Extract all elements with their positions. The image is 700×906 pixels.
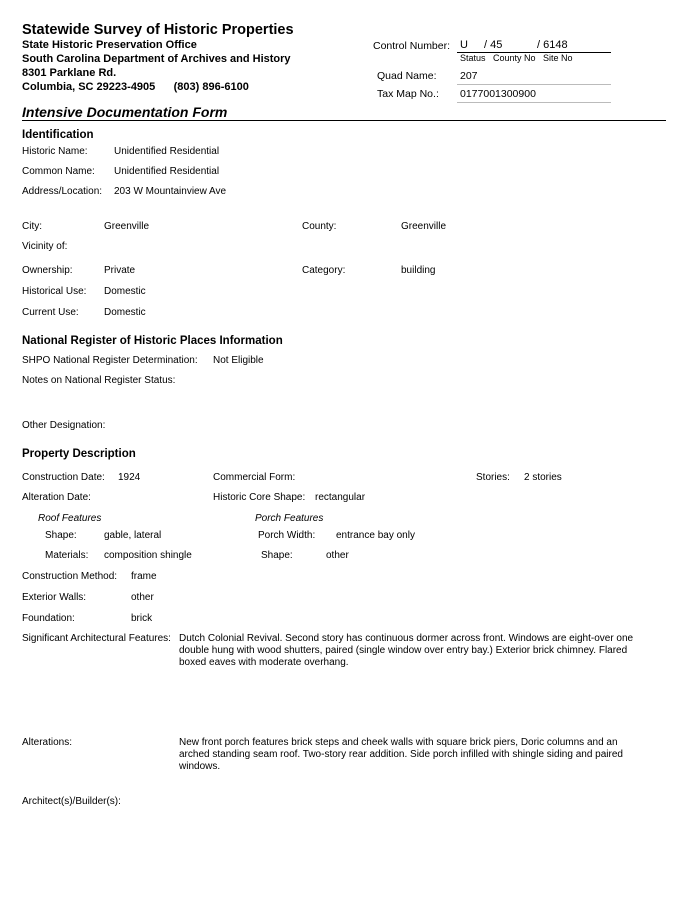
porch-width-label: Porch Width:: [258, 530, 316, 541]
county-value: Greenville: [401, 221, 447, 232]
exterior-walls-label: Exterior Walls:: [22, 592, 87, 603]
foundation-value: brick: [131, 613, 153, 624]
roof-materials-label: Materials:: [45, 550, 89, 561]
office-line-2: South Carolina Department of Archives and History: [22, 53, 291, 65]
header-divider: [22, 120, 666, 121]
roof-shape-label: Shape:: [45, 530, 77, 541]
significant-features-label: Significant Architectural Features:: [22, 633, 171, 644]
core-shape-label: Historic Core Shape:: [213, 492, 306, 503]
common-name-label: Common Name:: [22, 166, 95, 177]
commercial-form-label: Commercial Form:: [213, 472, 296, 483]
core-shape-value: rectangular: [315, 492, 366, 503]
quad-name-underline: [457, 84, 611, 85]
historical-use-label: Historical Use:: [22, 286, 87, 297]
form-title: Intensive Documentation Form: [22, 104, 228, 120]
roof-materials-value: composition shingle: [104, 550, 192, 561]
current-use-label: Current Use:: [22, 307, 79, 318]
stories-value: 2 stories: [524, 472, 562, 483]
other-designation-label: Other Designation:: [22, 420, 106, 431]
current-use-value: Domestic: [104, 307, 146, 318]
control-county-value: / 45: [484, 39, 503, 51]
construction-method-value: frame: [131, 571, 157, 582]
city-label: City:: [22, 221, 42, 232]
category-value: building: [401, 265, 436, 276]
vicinity-label: Vicinity of:: [22, 241, 68, 252]
roof-shape-value: gable, lateral: [104, 530, 162, 541]
control-site-value: / 6148: [537, 39, 568, 51]
property-description-heading: Property Description: [22, 448, 136, 460]
office-line-3: 8301 Parklane Rd.: [22, 67, 117, 79]
quad-name-value: 207: [460, 70, 478, 82]
alterations-value: New front porch features brick steps and cheek walls with square brick piers, Doric columns and an arched standing seam roof. Two-story rear addition. Side porch infilled with shingle siding and paired windows.: [179, 737, 623, 772]
historic-name-value: Unidentified Residential: [114, 146, 220, 157]
shpo-determination-label: SHPO National Register Determination:: [22, 355, 198, 366]
control-status-value: U: [460, 39, 468, 51]
address-value: 203 W Mountainview Ave: [114, 186, 227, 197]
national-register-heading: National Register of Historic Places Information: [22, 335, 283, 347]
ownership-label: Ownership:: [22, 265, 73, 276]
porch-shape-label: Shape:: [261, 550, 293, 561]
alterations-label: Alterations:: [22, 737, 73, 748]
historic-name-label: Historic Name:: [22, 146, 88, 157]
common-name-value: Unidentified Residential: [114, 166, 220, 177]
historical-use-value: Domestic: [104, 286, 146, 297]
significant-features-value: Dutch Colonial Revival. Second story has continuous dormer across front. Windows are eight-over one double hung with wood shutters, paired (single window over entry bay.) Exterior brick chimney. Flared boxed eaves with moderate overhang.: [179, 633, 634, 668]
control-number-sublabels: Status County No Site No: [460, 53, 573, 63]
roof-features-heading: Roof Features: [38, 513, 102, 524]
construction-date-label: Construction Date:: [22, 472, 105, 483]
construction-method-label: Construction Method:: [22, 571, 118, 582]
shpo-determination-value: Not Eligible: [213, 355, 264, 366]
tax-map-value: 0177001300900: [460, 88, 536, 100]
category-label: Category:: [302, 265, 346, 276]
office-line-1: State Historic Preservation Office: [22, 39, 197, 51]
porch-shape-value: other: [326, 550, 349, 561]
porch-features-heading: Porch Features: [255, 513, 324, 524]
exterior-walls-value: other: [131, 592, 154, 603]
architect-builder-label: Architect(s)/Builder(s):: [22, 796, 121, 807]
address-label: Address/Location:: [22, 186, 103, 197]
identification-heading: Identification: [22, 129, 94, 141]
quad-name-label: Quad Name:: [377, 70, 437, 82]
city-value: Greenville: [104, 221, 150, 232]
control-number-label: Control Number:: [373, 40, 451, 52]
stories-label: Stories:: [476, 472, 510, 483]
survey-title: Statewide Survey of Historic Properties: [22, 22, 294, 38]
county-label: County:: [302, 221, 337, 232]
tax-map-label: Tax Map No.:: [377, 88, 439, 100]
ownership-value: Private: [104, 265, 136, 276]
nr-status-notes-label: Notes on National Register Status:: [22, 375, 176, 386]
foundation-label: Foundation:: [22, 613, 75, 624]
tax-map-underline: [457, 102, 611, 103]
office-line-4: Columbia, SC 29223-4905 (803) 896-6100: [22, 81, 249, 93]
construction-date-value: 1924: [118, 472, 141, 483]
alteration-date-label: Alteration Date:: [22, 492, 91, 503]
porch-width-value: entrance bay only: [336, 530, 415, 541]
